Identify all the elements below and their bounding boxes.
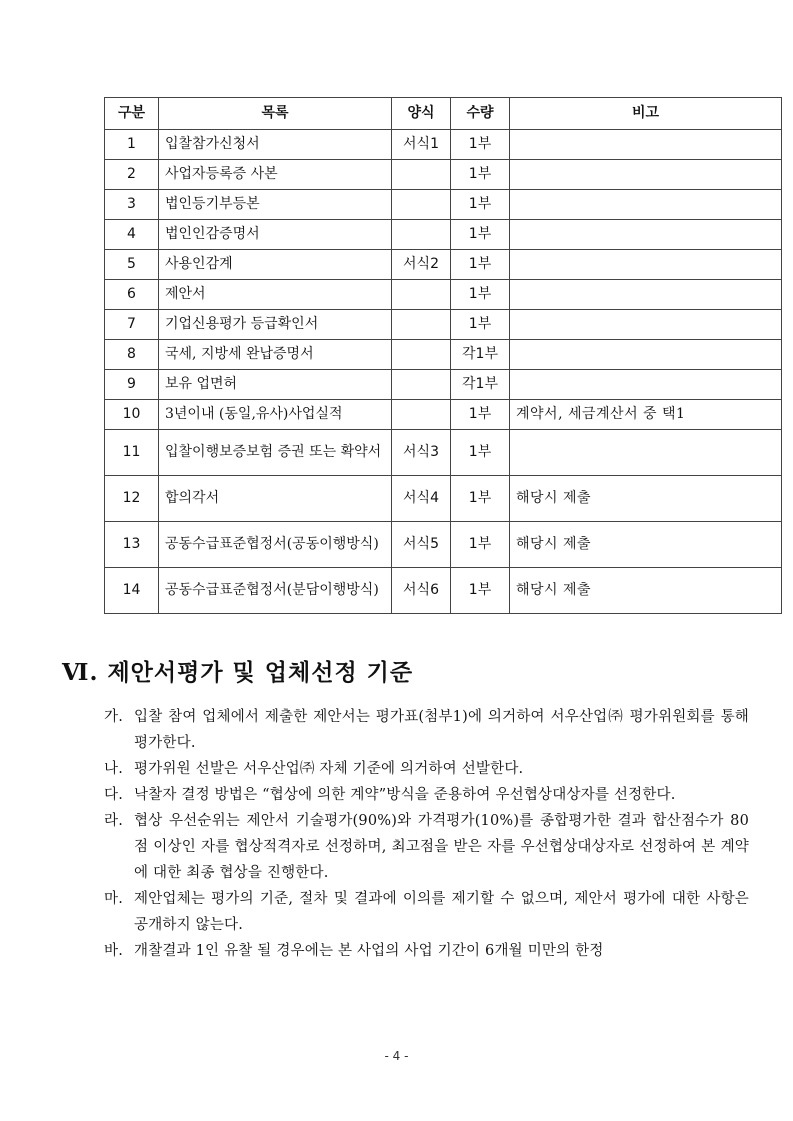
cell-item: 공동수급표준협정서(분담이행방식) <box>159 568 392 614</box>
cell-remarks <box>510 220 782 250</box>
cell-item: 국세, 지방세 완납증명서 <box>159 340 392 370</box>
cell-item: 사용인감계 <box>159 250 392 280</box>
cell-item: 제안서 <box>159 280 392 310</box>
cell-quantity: 1부 <box>451 400 510 430</box>
cell-quantity: 1부 <box>451 280 510 310</box>
cell-no: 12 <box>105 476 159 522</box>
cell-no: 14 <box>105 568 159 614</box>
cell-remarks <box>510 340 782 370</box>
cell-no: 13 <box>105 522 159 568</box>
cell-no: 2 <box>105 160 159 190</box>
section-title: Ⅵ. 제안서평가 및 업체선정 기준 <box>62 659 414 686</box>
cell-form <box>392 310 451 340</box>
criteria-text: 제안업체는 평가의 기준, 절차 및 결과에 이의를 제기할 수 없으며, 제안서 평가에 대한 사항은 공개하지 않는다. <box>134 891 749 933</box>
cell-remarks: 해당시 제출 <box>510 476 782 522</box>
cell-quantity: 1부 <box>451 250 510 280</box>
submission-documents-table <box>104 97 782 614</box>
cell-remarks <box>510 130 782 160</box>
cell-item: 기업신용평가 등급확인서 <box>159 310 392 340</box>
cell-form: 서식1 <box>392 130 451 160</box>
cell-form <box>392 370 451 400</box>
cell-no: 7 <box>105 310 159 340</box>
cell-remarks <box>510 160 782 190</box>
cell-form <box>392 280 451 310</box>
cell-no: 11 <box>105 430 159 476</box>
criteria-text: 협상 우선순위는 제안서 기술평가(90%)와 가격평가(10%)를 종합평가한 결과 합산점수가 80점 이상인 자를 협상적격자로 선정하며, 최고점을 받은 자를 우선협상대상자로 선정하여 본 계약에 대한 최종 협상을 진행한다. <box>134 813 749 881</box>
table-row <box>105 190 782 220</box>
table-row <box>105 568 782 614</box>
cell-no: 6 <box>105 280 159 310</box>
table-header-row <box>105 98 782 130</box>
cell-item: 공동수급표준협정서(공동이행방식) <box>159 522 392 568</box>
cell-form: 서식4 <box>392 476 451 522</box>
cell-item: 입찰이행보증보험 증권 또는 확약서 <box>159 430 392 476</box>
cell-quantity: 1부 <box>451 130 510 160</box>
cell-quantity: 1부 <box>451 220 510 250</box>
cell-remarks <box>510 190 782 220</box>
cell-item: 3년이내 (동일,유사)사업실적 <box>159 400 392 430</box>
header-division: 구분 <box>105 98 159 130</box>
cell-remarks: 해당시 제출 <box>510 522 782 568</box>
table-row <box>105 160 782 190</box>
cell-remarks <box>510 370 782 400</box>
table-row <box>105 340 782 370</box>
cell-quantity: 1부 <box>451 310 510 340</box>
cell-no: 5 <box>105 250 159 280</box>
criteria-marker: 다. <box>104 787 124 803</box>
cell-remarks <box>510 310 782 340</box>
criteria-item <box>104 756 749 782</box>
table-body <box>105 130 782 614</box>
cell-form <box>392 340 451 370</box>
cell-item: 합의각서 <box>159 476 392 522</box>
header-remarks: 비고 <box>510 98 782 130</box>
criteria-item <box>104 808 749 886</box>
cell-form: 서식3 <box>392 430 451 476</box>
cell-item: 입찰참가신청서 <box>159 130 392 160</box>
table-row <box>105 400 782 430</box>
table-row <box>105 220 782 250</box>
evaluation-criteria-list <box>104 704 749 964</box>
table-row <box>105 476 782 522</box>
cell-form <box>392 220 451 250</box>
criteria-marker: 바. <box>104 943 124 959</box>
cell-quantity: 1부 <box>451 568 510 614</box>
table-row <box>105 250 782 280</box>
criteria-item <box>104 938 749 964</box>
cell-quantity: 각1부 <box>451 340 510 370</box>
criteria-text: 평가위원 선발은 서우산업㈜ 자체 기준에 의거하여 선발한다. <box>134 761 524 777</box>
cell-item: 보유 업면허 <box>159 370 392 400</box>
criteria-marker: 나. <box>104 761 124 777</box>
table-row <box>105 280 782 310</box>
criteria-marker: 가. <box>104 709 124 725</box>
cell-form <box>392 190 451 220</box>
header-quantity: 수량 <box>451 98 510 130</box>
cell-no: 3 <box>105 190 159 220</box>
cell-form <box>392 160 451 190</box>
criteria-text: 입찰 참여 업체에서 제출한 제안서는 평가표(첨부1)에 의거하여 서우산업㈜ 평가위원회를 통해 평가한다. <box>134 709 749 751</box>
criteria-item <box>104 704 749 756</box>
table-row <box>105 522 782 568</box>
cell-remarks <box>510 430 782 476</box>
header-form: 양식 <box>392 98 451 130</box>
cell-quantity: 1부 <box>451 522 510 568</box>
cell-no: 4 <box>105 220 159 250</box>
table-row <box>105 370 782 400</box>
cell-remarks: 계약서, 세금계산서 중 택1 <box>510 400 782 430</box>
table-row <box>105 310 782 340</box>
cell-remarks <box>510 250 782 280</box>
cell-no: 8 <box>105 340 159 370</box>
cell-form: 서식2 <box>392 250 451 280</box>
cell-quantity: 1부 <box>451 476 510 522</box>
criteria-marker: 마. <box>104 891 124 907</box>
criteria-item <box>104 782 749 808</box>
header-list: 목록 <box>159 98 392 130</box>
cell-item: 사업자등록증 사본 <box>159 160 392 190</box>
cell-form: 서식6 <box>392 568 451 614</box>
cell-form <box>392 400 451 430</box>
page-number: - 4 - <box>384 1049 409 1063</box>
cell-no: 1 <box>105 130 159 160</box>
criteria-text: 낙찰자 결정 방법은 “협상에 의한 계약”방식을 준용하여 우선협상대상자를 선정한다. <box>134 787 676 803</box>
table-row <box>105 430 782 476</box>
cell-no: 9 <box>105 370 159 400</box>
cell-item: 법인등기부등본 <box>159 190 392 220</box>
table-row <box>105 130 782 160</box>
criteria-marker: 라. <box>104 813 124 829</box>
cell-remarks: 해당시 제출 <box>510 568 782 614</box>
cell-item: 법인인감증명서 <box>159 220 392 250</box>
cell-form: 서식5 <box>392 522 451 568</box>
criteria-text: 개찰결과 1인 유찰 될 경우에는 본 사업의 사업 기간이 6개월 미만의 한정 <box>134 943 604 959</box>
criteria-item <box>104 886 749 938</box>
cell-quantity: 1부 <box>451 430 510 476</box>
cell-quantity: 각1부 <box>451 370 510 400</box>
cell-quantity: 1부 <box>451 190 510 220</box>
cell-no: 10 <box>105 400 159 430</box>
cell-remarks <box>510 280 782 310</box>
cell-quantity: 1부 <box>451 160 510 190</box>
